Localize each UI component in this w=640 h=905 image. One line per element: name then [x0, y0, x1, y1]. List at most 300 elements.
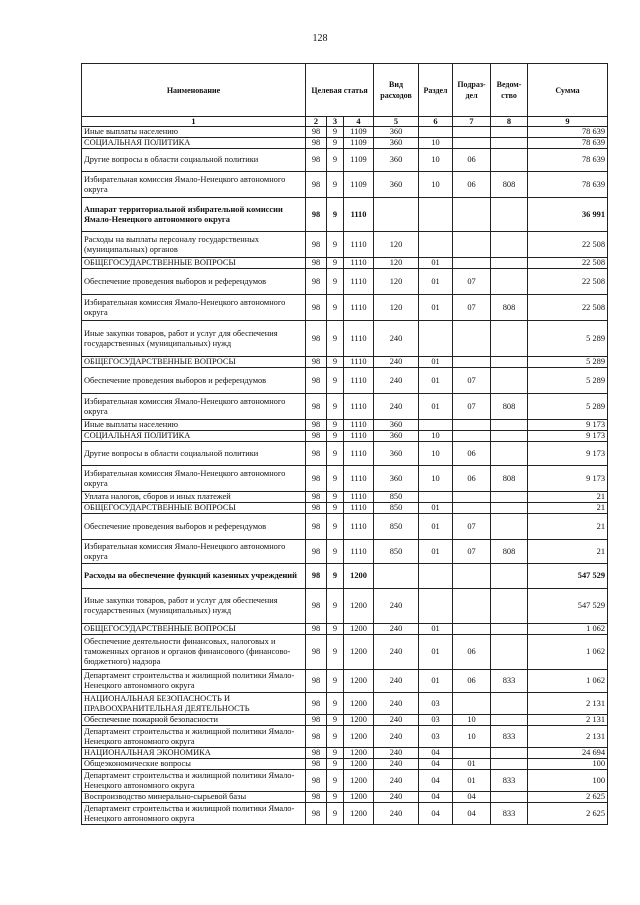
table-row: [82, 770, 608, 792]
row-expense-type: 850: [374, 492, 419, 503]
row-target-code: 1200: [344, 748, 374, 759]
row-target-subprogram: 9: [327, 357, 344, 368]
row-target-subprogram: 9: [327, 394, 344, 420]
page-number: 128: [312, 33, 328, 44]
row-target-subprogram: 9: [327, 138, 344, 149]
row-department: 808: [491, 295, 528, 321]
row-target-code: 1110: [344, 466, 374, 492]
row-target-code: 1200: [344, 803, 374, 825]
row-subsection: 10: [453, 726, 491, 748]
row-target-code: 1110: [344, 394, 374, 420]
row-section: 04: [419, 759, 453, 770]
row-target-program: 98: [306, 589, 327, 624]
row-section: 10: [419, 138, 453, 149]
row-sum: 78 639: [528, 127, 608, 138]
row-expense-type: 240: [374, 693, 419, 715]
table-row: [82, 442, 608, 466]
row-subsection: [453, 589, 491, 624]
row-target-code: 1110: [344, 232, 374, 258]
row-name: Избирательная комиссия Ямало-Ненецкого автономного округа: [82, 466, 306, 492]
row-expense-type: 360: [374, 466, 419, 492]
row-target-subprogram: 9: [327, 635, 344, 670]
row-subsection: [453, 138, 491, 149]
row-target-code: 1200: [344, 726, 374, 748]
row-sum: 2 131: [528, 693, 608, 715]
row-name: Избирательная комиссия Ямало-Ненецкого автономного округа: [82, 394, 306, 420]
row-subsection: 04: [453, 803, 491, 825]
row-section: 01: [419, 258, 453, 269]
row-expense-type: 240: [374, 726, 419, 748]
row-target-code: 1110: [344, 431, 374, 442]
row-section: [419, 232, 453, 258]
row-target-subprogram: 9: [327, 748, 344, 759]
column-index: 1: [82, 117, 306, 127]
row-subsection: 01: [453, 759, 491, 770]
row-section: 04: [419, 803, 453, 825]
row-expense-type: 240: [374, 624, 419, 635]
header-department: Ведом-ство: [491, 64, 528, 117]
row-target-code: 1109: [344, 138, 374, 149]
row-expense-type: 360: [374, 127, 419, 138]
row-sum: 9 173: [528, 442, 608, 466]
row-name: Другие вопросы в области социальной политики: [82, 442, 306, 466]
row-name: Аппарат территориальной избирательной комиссии Ямало-Ненецкого автономного округа: [82, 198, 306, 232]
row-sum: 78 639: [528, 172, 608, 198]
table-row: [82, 748, 608, 759]
row-subsection: [453, 357, 491, 368]
row-section: 10: [419, 442, 453, 466]
row-target-program: 98: [306, 357, 327, 368]
row-department: [491, 258, 528, 269]
row-sum: 2 625: [528, 792, 608, 803]
row-target-program: 98: [306, 431, 327, 442]
column-index: 3: [327, 117, 344, 127]
row-name: Расходы на обеспечение функций казенных учреждений: [82, 564, 306, 589]
row-target-subprogram: 9: [327, 269, 344, 295]
row-department: 808: [491, 540, 528, 564]
row-expense-type: [374, 198, 419, 232]
table-row: [82, 540, 608, 564]
row-sum: 100: [528, 759, 608, 770]
row-target-subprogram: 9: [327, 715, 344, 726]
row-sum: 2 625: [528, 803, 608, 825]
row-department: [491, 492, 528, 503]
row-name: Обеспечение проведения выборов и референдумов: [82, 514, 306, 540]
row-section: 03: [419, 726, 453, 748]
row-department: [491, 503, 528, 514]
row-target-subprogram: 9: [327, 514, 344, 540]
table-row: [82, 564, 608, 589]
row-target-program: 98: [306, 564, 327, 589]
table-row: [82, 726, 608, 748]
row-department: [491, 792, 528, 803]
table-row: [82, 492, 608, 503]
row-sum: 78 639: [528, 149, 608, 172]
row-sum: 9 173: [528, 431, 608, 442]
row-expense-type: 120: [374, 258, 419, 269]
row-target-program: 98: [306, 127, 327, 138]
row-subsection: [453, 564, 491, 589]
row-target-code: 1110: [344, 503, 374, 514]
row-name: ОБЩЕГОСУДАРСТВЕННЫЕ ВОПРОСЫ: [82, 258, 306, 269]
row-expense-type: 240: [374, 759, 419, 770]
row-target-subprogram: 9: [327, 295, 344, 321]
row-sum: 21: [528, 540, 608, 564]
row-target-program: 98: [306, 624, 327, 635]
row-target-code: 1200: [344, 564, 374, 589]
row-subsection: 06: [453, 149, 491, 172]
row-subsection: [453, 492, 491, 503]
row-name: СОЦИАЛЬНАЯ ПОЛИТИКА: [82, 138, 306, 149]
row-subsection: 07: [453, 295, 491, 321]
row-name: Обеспечение пожарной безопасности: [82, 715, 306, 726]
row-target-program: 98: [306, 540, 327, 564]
row-expense-type: 240: [374, 589, 419, 624]
row-section: [419, 492, 453, 503]
row-target-subprogram: 9: [327, 368, 344, 394]
row-target-subprogram: 9: [327, 670, 344, 693]
row-department: [491, 138, 528, 149]
row-target-subprogram: 9: [327, 321, 344, 357]
table-row: [82, 466, 608, 492]
row-department: [491, 624, 528, 635]
row-expense-type: 240: [374, 770, 419, 792]
table-row: [82, 357, 608, 368]
table-row: [82, 321, 608, 357]
row-subsection: 06: [453, 172, 491, 198]
row-target-subprogram: 9: [327, 258, 344, 269]
row-expense-type: 240: [374, 635, 419, 670]
row-name: Департамент строительства и жилищной политики Ямало-Ненецкого автономного округа: [82, 670, 306, 693]
row-target-code: 1200: [344, 624, 374, 635]
row-expense-type: 850: [374, 540, 419, 564]
row-department: [491, 357, 528, 368]
row-sum: 1 062: [528, 670, 608, 693]
table-row: [82, 589, 608, 624]
row-department: [491, 420, 528, 431]
row-target-subprogram: 9: [327, 466, 344, 492]
row-sum: 1 062: [528, 635, 608, 670]
row-target-program: 98: [306, 715, 327, 726]
table-row: [82, 670, 608, 693]
row-target-code: 1200: [344, 670, 374, 693]
row-name: ОБЩЕГОСУДАРСТВЕННЫЕ ВОПРОСЫ: [82, 503, 306, 514]
row-sum: 22 508: [528, 258, 608, 269]
row-target-subprogram: 9: [327, 149, 344, 172]
row-target-code: 1110: [344, 368, 374, 394]
row-name: Общеэкономические вопросы: [82, 759, 306, 770]
row-department: [491, 564, 528, 589]
row-target-subprogram: 9: [327, 420, 344, 431]
row-department: [491, 198, 528, 232]
row-expense-type: 360: [374, 172, 419, 198]
row-department: [491, 368, 528, 394]
row-section: 01: [419, 540, 453, 564]
table-row: [82, 624, 608, 635]
row-subsection: 06: [453, 442, 491, 466]
row-section: 01: [419, 269, 453, 295]
row-subsection: [453, 693, 491, 715]
row-name: Иные закупки товаров, работ и услуг для обеспечения государственных (муниципальных) нужд: [82, 589, 306, 624]
column-index: 7: [453, 117, 491, 127]
table-row: [82, 258, 608, 269]
row-sum: 2 131: [528, 715, 608, 726]
row-name: Иные закупки товаров, работ и услуг для обеспечения государственных (муниципальных) нужд: [82, 321, 306, 357]
row-section: 01: [419, 514, 453, 540]
header-name: Наименование: [82, 64, 306, 117]
row-name: Избирательная комиссия Ямало-Ненецкого автономного округа: [82, 295, 306, 321]
row-name: Обеспечение проведения выборов и референдумов: [82, 269, 306, 295]
column-index: 6: [419, 117, 453, 127]
table-row: [82, 149, 608, 172]
header-expense-type: Вид расходов: [374, 64, 419, 117]
row-target-subprogram: 9: [327, 198, 344, 232]
row-target-program: 98: [306, 770, 327, 792]
row-target-subprogram: 9: [327, 726, 344, 748]
table-row: [82, 759, 608, 770]
row-subsection: [453, 420, 491, 431]
row-department: [491, 715, 528, 726]
row-section: 10: [419, 172, 453, 198]
row-target-subprogram: 9: [327, 693, 344, 715]
row-target-subprogram: 9: [327, 589, 344, 624]
row-department: [491, 748, 528, 759]
table-row: [82, 127, 608, 138]
row-target-subprogram: 9: [327, 172, 344, 198]
row-subsection: 07: [453, 394, 491, 420]
row-subsection: [453, 503, 491, 514]
row-target-program: 98: [306, 792, 327, 803]
row-expense-type: 850: [374, 514, 419, 540]
row-target-program: 98: [306, 198, 327, 232]
row-sum: 21: [528, 514, 608, 540]
row-department: 808: [491, 394, 528, 420]
row-section: [419, 127, 453, 138]
row-section: 01: [419, 670, 453, 693]
row-target-code: 1110: [344, 420, 374, 431]
row-expense-type: 360: [374, 149, 419, 172]
row-sum: 547 529: [528, 589, 608, 624]
row-department: [491, 635, 528, 670]
row-sum: 36 991: [528, 198, 608, 232]
row-target-code: 1110: [344, 258, 374, 269]
row-target-subprogram: 9: [327, 540, 344, 564]
table-row: [82, 693, 608, 715]
row-sum: 9 173: [528, 420, 608, 431]
row-target-program: 98: [306, 514, 327, 540]
row-target-program: 98: [306, 748, 327, 759]
row-target-code: 1110: [344, 442, 374, 466]
table-row: [82, 138, 608, 149]
row-section: 01: [419, 394, 453, 420]
table-row: [82, 295, 608, 321]
row-sum: 9 173: [528, 466, 608, 492]
header-row: [82, 64, 608, 117]
row-target-subprogram: 9: [327, 564, 344, 589]
row-expense-type: 240: [374, 792, 419, 803]
row-department: [491, 442, 528, 466]
row-target-program: 98: [306, 149, 327, 172]
row-target-program: 98: [306, 803, 327, 825]
row-sum: 22 508: [528, 269, 608, 295]
table-row: [82, 172, 608, 198]
row-department: [491, 269, 528, 295]
row-target-program: 98: [306, 492, 327, 503]
row-expense-type: 240: [374, 357, 419, 368]
row-section: 01: [419, 624, 453, 635]
row-target-code: 1200: [344, 715, 374, 726]
row-department: [491, 321, 528, 357]
row-target-program: 98: [306, 269, 327, 295]
row-section: 04: [419, 748, 453, 759]
row-target-program: 98: [306, 368, 327, 394]
row-name: Избирательная комиссия Ямало-Ненецкого автономного округа: [82, 172, 306, 198]
row-expense-type: 360: [374, 431, 419, 442]
row-sum: 5 289: [528, 321, 608, 357]
row-target-code: 1110: [344, 357, 374, 368]
row-name: ОБЩЕГОСУДАРСТВЕННЫЕ ВОПРОСЫ: [82, 357, 306, 368]
row-name: Обеспечение деятельности финансовых, налоговых и таможенных органов и органов финансового (финансово-бюджетного) надзора: [82, 635, 306, 670]
row-subsection: [453, 748, 491, 759]
column-index: 9: [528, 117, 608, 127]
row-sum: 24 694: [528, 748, 608, 759]
row-target-subprogram: 9: [327, 792, 344, 803]
row-department: [491, 149, 528, 172]
row-section: [419, 420, 453, 431]
table-row: [82, 420, 608, 431]
header-subsection: Подраз-дел: [453, 64, 491, 117]
row-target-program: 98: [306, 635, 327, 670]
row-department: [491, 514, 528, 540]
row-expense-type: 240: [374, 394, 419, 420]
row-sum: 547 529: [528, 564, 608, 589]
row-name: Избирательная комиссия Ямало-Ненецкого автономного округа: [82, 540, 306, 564]
row-name: Воспроизводство минерально-сырьевой базы: [82, 792, 306, 803]
row-sum: 21: [528, 492, 608, 503]
row-sum: 22 508: [528, 232, 608, 258]
row-subsection: 07: [453, 514, 491, 540]
row-target-program: 98: [306, 759, 327, 770]
row-name: НАЦИОНАЛЬНАЯ ЭКОНОМИКА: [82, 748, 306, 759]
row-subsection: [453, 258, 491, 269]
row-target-code: 1109: [344, 127, 374, 138]
table-row: [82, 232, 608, 258]
row-target-subprogram: 9: [327, 431, 344, 442]
row-section: [419, 564, 453, 589]
row-target-code: 1110: [344, 540, 374, 564]
row-sum: 1 062: [528, 624, 608, 635]
row-sum: 100: [528, 770, 608, 792]
row-subsection: 06: [453, 466, 491, 492]
column-index: 2: [306, 117, 327, 127]
row-target-code: 1110: [344, 295, 374, 321]
row-target-program: 98: [306, 258, 327, 269]
row-section: 04: [419, 792, 453, 803]
row-expense-type: 360: [374, 442, 419, 466]
column-index: 5: [374, 117, 419, 127]
row-target-program: 98: [306, 232, 327, 258]
row-target-program: 98: [306, 503, 327, 514]
row-target-subprogram: 9: [327, 803, 344, 825]
row-target-code: 1110: [344, 514, 374, 540]
row-target-program: 98: [306, 138, 327, 149]
row-department: [491, 232, 528, 258]
row-expense-type: 240: [374, 803, 419, 825]
row-section: 03: [419, 715, 453, 726]
row-department: 833: [491, 803, 528, 825]
row-name: СОЦИАЛЬНАЯ ПОЛИТИКА: [82, 431, 306, 442]
row-sum: 5 289: [528, 394, 608, 420]
row-expense-type: 240: [374, 748, 419, 759]
row-department: [491, 127, 528, 138]
row-name: Иные выплаты населению: [82, 420, 306, 431]
row-section: 03: [419, 693, 453, 715]
row-department: [491, 759, 528, 770]
row-target-program: 98: [306, 442, 327, 466]
row-target-program: 98: [306, 693, 327, 715]
table-row: [82, 635, 608, 670]
row-target-code: 1110: [344, 492, 374, 503]
row-target-program: 98: [306, 726, 327, 748]
row-target-code: 1110: [344, 321, 374, 357]
row-target-subprogram: 9: [327, 503, 344, 514]
row-sum: 22 508: [528, 295, 608, 321]
row-target-subprogram: 9: [327, 492, 344, 503]
row-expense-type: 240: [374, 715, 419, 726]
row-subsection: [453, 198, 491, 232]
row-department: 808: [491, 172, 528, 198]
row-section: 01: [419, 635, 453, 670]
row-subsection: 07: [453, 269, 491, 295]
row-expense-type: 120: [374, 232, 419, 258]
row-section: [419, 589, 453, 624]
row-target-code: 1200: [344, 693, 374, 715]
row-target-code: 1110: [344, 198, 374, 232]
row-target-code: 1200: [344, 635, 374, 670]
row-section: 01: [419, 357, 453, 368]
table-row: [82, 368, 608, 394]
row-subsection: [453, 431, 491, 442]
row-target-subprogram: 9: [327, 624, 344, 635]
row-subsection: [453, 321, 491, 357]
table-row: [82, 792, 608, 803]
row-section: 01: [419, 503, 453, 514]
row-sum: 2 131: [528, 726, 608, 748]
row-section: 10: [419, 431, 453, 442]
row-expense-type: 120: [374, 269, 419, 295]
row-target-program: 98: [306, 420, 327, 431]
row-target-subprogram: 9: [327, 127, 344, 138]
row-target-program: 98: [306, 394, 327, 420]
row-name: Уплата налогов, сборов и иных платежей: [82, 492, 306, 503]
row-department: 808: [491, 466, 528, 492]
row-target-program: 98: [306, 172, 327, 198]
row-department: [491, 431, 528, 442]
table-row: [82, 394, 608, 420]
row-department: 833: [491, 670, 528, 693]
header-sum: Сумма: [528, 64, 608, 117]
row-target-program: 98: [306, 321, 327, 357]
row-expense-type: 240: [374, 670, 419, 693]
row-target-code: 1200: [344, 792, 374, 803]
row-expense-type: 360: [374, 420, 419, 431]
row-expense-type: 240: [374, 368, 419, 394]
row-department: 833: [491, 770, 528, 792]
row-sum: 5 289: [528, 368, 608, 394]
row-subsection: 04: [453, 792, 491, 803]
row-target-code: 1200: [344, 759, 374, 770]
row-target-subprogram: 9: [327, 770, 344, 792]
